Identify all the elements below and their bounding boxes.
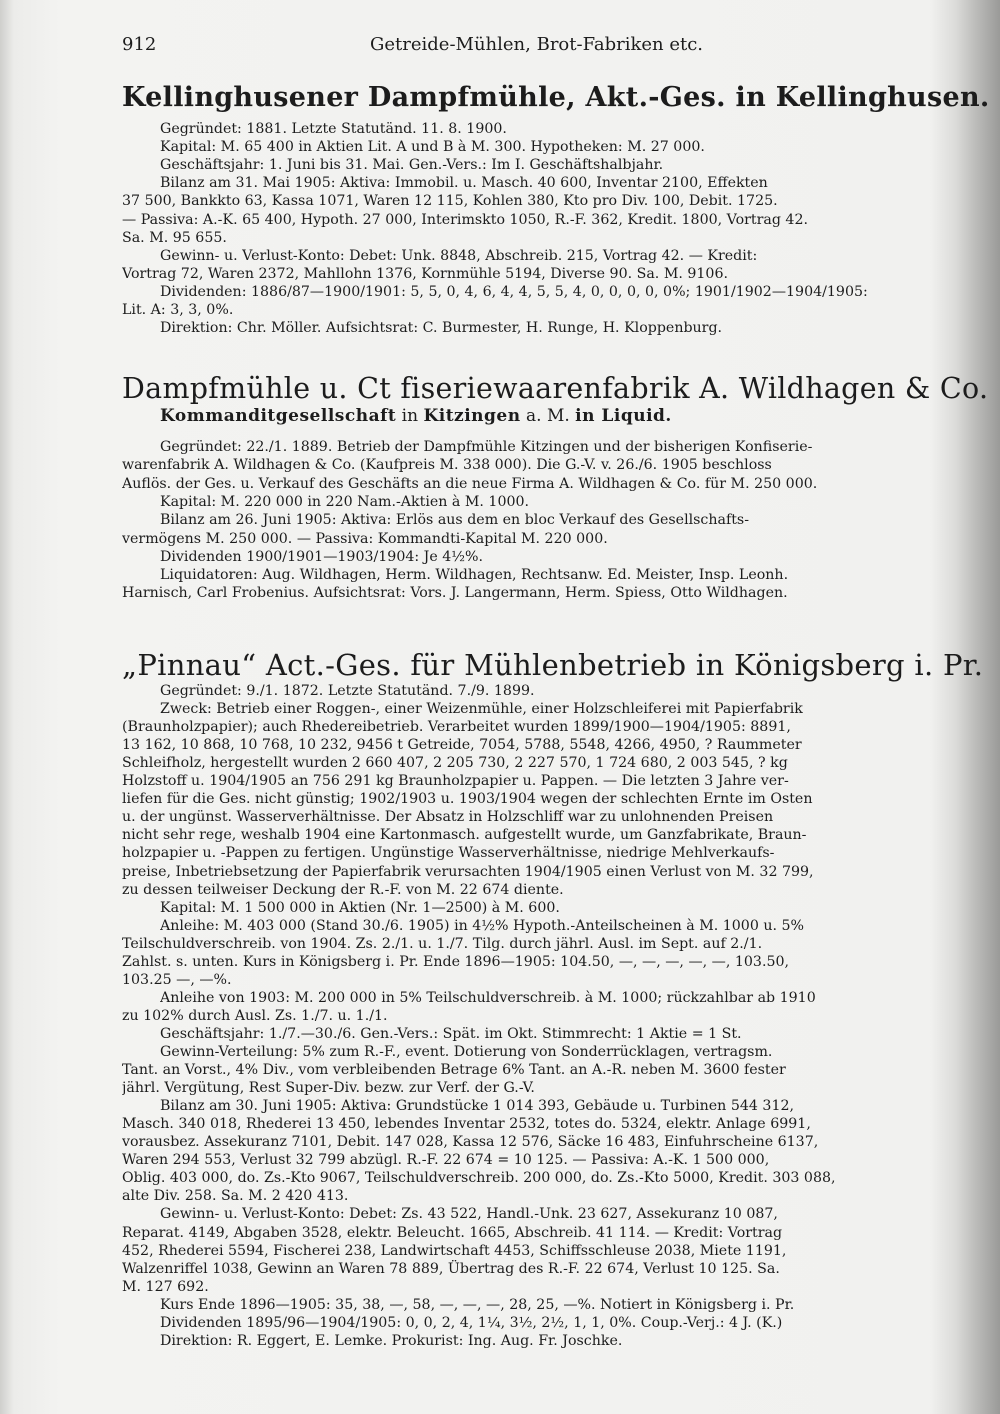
subtitle-mid2: a. M. xyxy=(526,406,570,426)
section-title: Dampfmühle u. Ct fiseriewaarenfabrik A. Wildhagen & Co. xyxy=(122,372,989,405)
text-line: Direktion: R. Eggert, E. Lemke. Prokurist: Ing. Aug. Fr. Joschke. xyxy=(160,1332,623,1349)
text-line: Waren 294 553, Verlust 32 799 abzügl. R.-F. 22 674 = 10 125. — Passiva: A.-K. 1 500 000, xyxy=(122,1152,770,1169)
text-line: Sa. M. 95 655. xyxy=(122,229,227,246)
text-line: Walzenriffel 1038, Gewinn an Waren 78 889, Übertrag des R.-F. 22 674, Verlust 10 125. Sa. xyxy=(122,1260,780,1277)
text-line: Gewinn-Verteilung: 5% zum R.-F., event. Dotierung von Sonderrücklagen, vertragsm. xyxy=(160,1044,773,1060)
text-line: 103.25 —, —%. xyxy=(122,971,232,988)
text-line: Oblig. 403 000, do. Zs.-Kto 9067, Teilschuldverschreib. 200 000, do. Zs.-Kto 5000, Kredit. 303 088, xyxy=(122,1170,836,1187)
text-line: Auflös. der Ges. u. Verkauf des Geschäfts an die neue Firma A. Wildhagen & Co. für M. 250 000. xyxy=(122,475,818,492)
text-line: Harnisch, Carl Frobenius. Aufsichtsrat: Vors. J. Langermann, Herm. Spiess, Otto Wildhagen. xyxy=(122,585,788,602)
subtitle-place: Kitzingen xyxy=(423,406,521,426)
text-line: Holzstoff u. 1904/1905 an 756 291 kg Braunholzpapier u. Pappen. — Die letzten 3 Jahre ver- xyxy=(122,773,789,790)
text-line: Bilanz am 30. Juni 1905: Aktiva: Grundstücke 1 014 393, Gebäude u. Turbinen 544 312, xyxy=(160,1098,795,1115)
text-line: Bilanz am 31. Mai 1905: Aktiva: Immobil. u. Masch. 40 600, Inventar 2100, Effekten xyxy=(160,175,768,192)
text-line: Dividenden 1900/1901—1903/1904: Je 4½%. xyxy=(160,548,484,565)
section-subtitle xyxy=(160,406,672,426)
text-line: Gegründet: 1881. Letzte Statutänd. 11. 8. 1900. xyxy=(160,121,507,137)
text-line: Bilanz am 26. Juni 1905: Aktiva: Erlös aus dem en bloc Verkauf des Gesellschafts- xyxy=(160,512,749,529)
text-line: vermögens M. 250 000. — Passiva: Kommandti-Kapital M. 220 000. xyxy=(122,530,608,547)
text-line: Gewinn- u. Verlust-Konto: Debet: Unk. 8848, Abschreib. 215, Vortrag 42. — Kredit: xyxy=(160,247,758,264)
text-line: alte Div. 258. Sa. M. 2 420 413. xyxy=(122,1188,349,1205)
text-line: jährl. Vergütung, Rest Super-Div. bezw. zur Verf. der G.-V. xyxy=(122,1080,535,1097)
text-line: holzpapier u. -Pappen zu fertigen. Ungünstige Wasserverhältnisse, niedrige Mehlverkaufs- xyxy=(122,845,775,862)
text-line: u. der ungünst. Wasserverhältnisse. Der Absatz in Holzschliff war zu unlohnenden Preisen xyxy=(122,809,774,826)
text-line: Masch. 340 018, Rhederei 13 450, lebendes Inventar 2532, totes do. 5324, elektr. Anlage 6991, xyxy=(122,1116,811,1133)
text-line: (Braunholzpapier); auch Rhedereibetrieb. Verarbeitet wurden 1899/1900—1904/1905: 8891, xyxy=(122,719,791,736)
section-title: Kellinghusener Dampfmühle, Akt.-Ges. in Kellinghusen. xyxy=(122,82,990,113)
text-line: Dividenden: 1886/87—1900/1901: 5, 5, 0, 4, 6, 4, 4, 5, 5, 4, 0, 0, 0, 0, 0%; 1901/1902—1904/1905: xyxy=(160,283,868,300)
subtitle-prefix: Kommanditgesellschaft xyxy=(160,406,397,426)
text-line: Teilschuldverschreib. von 1904. Zs. 2./1. u. 1./7. Tilg. durch jährl. Ausl. im Sept. auf 2./1. xyxy=(122,935,763,952)
text-line: Geschäftsjahr: 1. Juni bis 31. Mai. Gen.-Vers.: Im I. Geschäftshalbjahr. xyxy=(160,157,664,174)
text-line: M. 127 692. xyxy=(122,1278,209,1295)
text-line: Liquidatoren: Aug. Wildhagen, Herm. Wildhagen, Rechtsanw. Ed. Meister, Insp. Leonh. xyxy=(160,567,789,584)
text-line: Kurs Ende 1896—1905: 35, 38, —, 58, —, —, —, 28, 25, —%. Notiert in Königsberg i. Pr. xyxy=(160,1296,795,1313)
text-line: Geschäftsjahr: 1./7.—30./6. Gen.-Vers.: Spät. im Okt. Stimmrecht: 1 Aktie = 1 St. xyxy=(160,1025,742,1042)
text-line: zu 102% durch Ausl. Zs. 1./7. u. 1./1. xyxy=(122,1007,388,1024)
text-line: Direktion: Chr. Möller. Aufsichtsrat: C. Burmester, H. Runge, H. Kloppenburg. xyxy=(160,320,723,337)
text-line: nicht sehr rege, weshalb 1904 eine Kartonmasch. aufgestellt wurde, um Ganzfabrikate, Braun- xyxy=(122,827,807,844)
text-line: Gegründet: 22./1. 1889. Betrieb der Dampfmühle Kitzingen und der bisherigen Konfiserie- xyxy=(160,439,813,455)
text-line: Tant. an Vorst., 4% Div., vom verbleibenden Betrage 6% Tant. an A.-R. neben M. 3600 fester xyxy=(122,1062,786,1079)
text-line: vorausbez. Assekuranz 7101, Debit. 147 028, Kassa 12 576, Säcke 16 483, Einfuhrscheine 6137, xyxy=(122,1134,819,1151)
text-line: Lit. A: 3, 3, 0%. xyxy=(122,302,234,318)
text-line: — Passiva: A.-K. 65 400, Hypoth. 27 000, Interimskto 1050, R.-F. 362, Kredit. 1800, Vortrag 42. xyxy=(122,211,808,228)
text-line: 37 500, Bankkto 63, Kassa 1071, Waren 12 115, Kohlen 380, Kto pro Div. 100, Debit. 1725. xyxy=(122,193,778,210)
text-line: Reparat. 4149, Abgaben 3528, elektr. Beleucht. 1665, Abschreib. 41 114. — Kredit: Vortrag xyxy=(122,1224,783,1241)
text-line: 452, Rhederei 5594, Fischerei 238, Landwirtschaft 4453, Schiffsschleuse 2038, Miete 1191, xyxy=(122,1242,787,1259)
text-line: Gegründet: 9./1. 1872. Letzte Statutänd. 7./9. 1899. xyxy=(160,683,535,699)
subtitle-mid: in xyxy=(401,406,419,426)
text-line: liefen für die Ges. nicht günstig; 1902/1903 u. 1903/1904 wegen der schlechten Ernte im Osten xyxy=(122,791,813,808)
text-line: preise, Inbetriebsetzung der Papierfabrik verursachten 1904/1905 einen Verlust von M. 32 799, xyxy=(122,863,814,880)
text-line: Kapital: M. 1 500 000 in Aktien (Nr. 1—2500) à M. 600. xyxy=(160,899,560,916)
subtitle-suffix: in Liquid. xyxy=(575,406,672,426)
page-number: 912 xyxy=(122,34,157,55)
text-line: Zweck: Betrieb einer Roggen-, einer Weizenmühle, einer Holzschleiferei mit Papierfabrik xyxy=(160,701,803,718)
text-line: Dividenden 1895/96—1904/1905: 0, 0, 2, 4, 1¼, 3½, 2½, 1, 1, 0%. Coup.-Verj.: 4 J. (K.) xyxy=(160,1314,783,1331)
running-head xyxy=(122,34,942,58)
text-line: Vortrag 72, Waren 2372, Mahllohn 1376, Kornmühle 5194, Diverse 90. Sa. M. 9106. xyxy=(122,265,728,282)
text-line: Zahlst. s. unten. Kurs in Königsberg i. Pr. Ende 1896—1905: 104.50, —, —, —, —, —, 103.50, xyxy=(122,953,790,970)
text-line: warenfabrik A. Wildhagen & Co. (Kaufpreis M. 338 000). Die G.-V. v. 26./6. 1905 beschloss xyxy=(122,457,772,474)
section-title: „Pinnau“ Act.-Ges. für Mühlenbetrieb in Königsberg i. Pr. xyxy=(122,648,984,682)
text-line: Kapital: M. 65 400 in Aktien Lit. A und B à M. 300. Hypotheken: M. 27 000. xyxy=(160,139,705,156)
text-line: Kapital: M. 220 000 in 220 Nam.-Aktien à M. 1000. xyxy=(160,493,530,510)
text-line: 13 162, 10 868, 10 768, 10 232, 9456 t Getreide, 7054, 5788, 5548, 4266, 4950, ? Raummeter xyxy=(122,737,802,754)
running-head-title: Getreide-Mühlen, Brot-Fabriken etc. xyxy=(370,34,704,55)
text-line: Anleihe von 1903: M. 200 000 in 5% Teilschuldverschreib. à M. 1000; rückzahlbar ab 1910 xyxy=(160,989,816,1006)
text-line: Schleifholz, hergestellt wurden 2 660 407, 2 205 730, 2 227 570, 1 724 680, 2 003 545, ? kg xyxy=(122,755,788,772)
text-line: Anleihe: M. 403 000 (Stand 30./6. 1905) in 4½% Hypoth.-Anteilscheinen à M. 1000 u. 5% xyxy=(160,917,805,934)
text-line: Gewinn- u. Verlust-Konto: Debet: Zs. 43 522, Handl.-Unk. 23 627, Assekuranz 10 087, xyxy=(160,1206,778,1223)
text-line: zu dessen teilweiser Deckung der R.-F. von M. 22 674 diente. xyxy=(122,881,564,898)
